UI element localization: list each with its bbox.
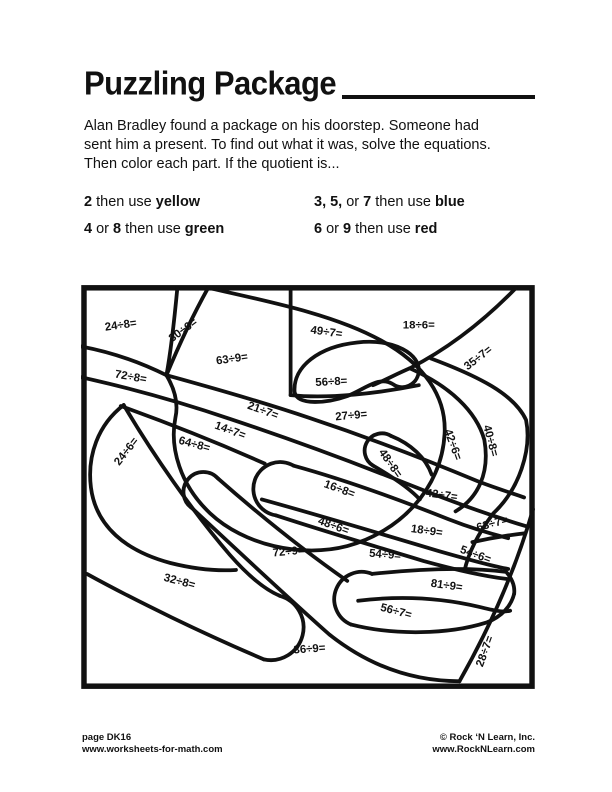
equation-label: 18÷6= bbox=[402, 319, 435, 332]
page-title: Puzzling Package bbox=[84, 64, 337, 102]
key-text: then use bbox=[121, 221, 185, 237]
equation-label: 48÷6= bbox=[316, 515, 351, 538]
footer-page-number: page DK16 bbox=[82, 732, 132, 743]
equation-label: 24÷6= bbox=[112, 435, 142, 469]
color-key-rule bbox=[84, 220, 314, 239]
equation-label: 21÷7= bbox=[245, 399, 280, 423]
key-text: then use bbox=[371, 194, 435, 210]
equation-label: 36÷9= bbox=[293, 642, 326, 657]
key-text: or bbox=[322, 221, 344, 237]
puzzle-outline-lines bbox=[81, 288, 533, 686]
equation-label: 42÷6= bbox=[441, 427, 464, 462]
equation-label: 54÷6= bbox=[458, 543, 493, 567]
puzzle-canvas bbox=[81, 284, 535, 690]
equation-label: 49÷7= bbox=[309, 324, 344, 341]
equation-label: 28÷7= bbox=[474, 634, 497, 669]
page-header bbox=[84, 64, 535, 102]
equation-label: 54÷9= bbox=[368, 547, 402, 563]
footer-left-url: www.worksheets-for-math.com bbox=[82, 743, 223, 755]
footer-copyright: © Rock ‘N Learn, Inc. bbox=[439, 732, 535, 743]
key-bold-text: 9 bbox=[343, 221, 352, 237]
equation-label: 14÷7= bbox=[212, 419, 248, 442]
equation-label: 63÷9= bbox=[215, 351, 249, 368]
equation-label: 16÷8= bbox=[322, 478, 357, 501]
key-bold-text: 4 bbox=[84, 221, 93, 237]
equation-label: 72÷8= bbox=[113, 368, 148, 386]
equation-label: 35÷7= bbox=[462, 343, 495, 373]
key-bold-text: blue bbox=[434, 194, 465, 210]
equation-label: 56÷8= bbox=[315, 375, 348, 390]
key-bold-text: 3, 5, bbox=[314, 194, 343, 210]
key-text: or bbox=[92, 221, 114, 237]
color-key bbox=[84, 193, 465, 239]
key-text: then use bbox=[92, 194, 156, 210]
equation-label: 72÷9= bbox=[272, 544, 306, 560]
footer-right-url: www.RockNLearn.com bbox=[432, 743, 535, 755]
equation-label: 56÷7= bbox=[378, 601, 413, 622]
key-bold-text: yellow bbox=[155, 194, 201, 210]
footer-left bbox=[82, 732, 223, 755]
instructions-line: Alan Bradley found a package on his doorstep. Someone had bbox=[84, 118, 479, 134]
equation-label: 30÷6= bbox=[166, 316, 200, 345]
instructions-paragraph bbox=[84, 117, 504, 174]
equation-label: 48÷8= bbox=[375, 447, 405, 481]
puzzle-drawing bbox=[81, 284, 535, 690]
equation-label: 40÷8= bbox=[480, 423, 501, 458]
key-text: then use bbox=[351, 221, 415, 237]
equation-label: 81÷9= bbox=[429, 577, 464, 595]
color-key-rule bbox=[314, 193, 465, 212]
equation-label: 63÷7= bbox=[475, 514, 510, 535]
equation-label: 32÷8= bbox=[162, 571, 197, 592]
key-bold-text: 7 bbox=[363, 194, 372, 210]
instructions-line: sent him a present. To find out what it was, solve the equations. bbox=[84, 137, 491, 153]
key-bold-text: red bbox=[414, 221, 438, 237]
footer-right bbox=[432, 732, 535, 755]
key-bold-text: green bbox=[184, 221, 225, 237]
equation-label: 42÷7= bbox=[424, 487, 459, 504]
puzzle-line bbox=[373, 288, 516, 385]
title-underline bbox=[342, 95, 535, 99]
key-bold-text: 8 bbox=[113, 221, 122, 237]
key-bold-text: 6 bbox=[314, 221, 323, 237]
color-key-rule bbox=[84, 193, 314, 212]
key-bold-text: 2 bbox=[84, 194, 93, 210]
equation-label: 24÷8= bbox=[104, 317, 138, 334]
color-key-rule bbox=[314, 220, 465, 239]
equation-label: 64÷8= bbox=[177, 434, 212, 455]
equation-label: 27÷9= bbox=[334, 408, 368, 424]
equation-label: 18÷9= bbox=[410, 523, 444, 540]
instructions-line: Then color each part. If the quotient is... bbox=[84, 156, 340, 172]
key-text: or bbox=[342, 194, 364, 210]
